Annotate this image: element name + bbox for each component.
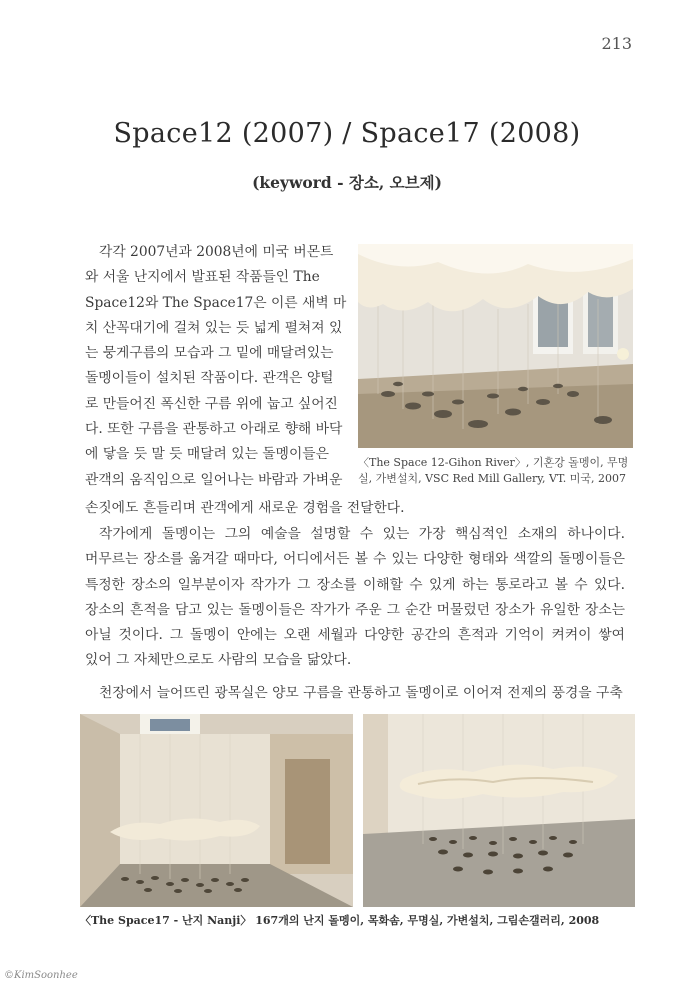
paragraph-1-line: 다. 또한 구름을 관통하고 아래로 향해 바닥 [85,421,343,438]
paragraph-1-line: 는 뭉게구름의 모습과 그 밑에 매달려있는 [85,345,334,362]
paragraph-1-line: Space12와 The Space17은 이른 새벽 마 [85,294,347,311]
caption-top: 〈The Space 12-Gihon River〉, 기혼강 돌멩이, 무명실, 가변설치, VSC Red Mill Gallery, VT. 미국, 2007 [358,456,629,485]
paragraph-1-line: 로 만들어진 폭신한 구름 위에 눕고 싶어진 [85,395,338,412]
paragraph-1-line: 관객의 움직임으로 일어나는 바람과 가벼운 [85,471,343,488]
paragraph-1-line: 와 서울 난지에서 발표된 작품들인 The [85,269,320,286]
page-title: Space12 (2007) / Space17 (2008) [113,118,581,149]
caption-bottom: 〈The Space17 - 난지 Nanji〉 167개의 난지 돌멩이, 목화솜, 무명실, 가변설치, 그림손갤러리, 2008 [80,914,600,927]
copyright-watermark: ©KimSoonhee [4,970,78,981]
installation-photo-space17-room [80,714,353,907]
paragraph-1-line: 에 닿을 듯 말 듯 매달려 있는 돌멩이들은 [85,446,329,463]
paragraph-2 [85,522,625,674]
paragraph-1-tail: 손짓에도 흔들리며 관객에게 새로운 경험을 전달한다. [85,500,405,516]
page-subtitle: (keyword - 장소, 오브제) [252,173,442,192]
paragraph-1-line: 치 산꼭대기에 걸쳐 있는 듯 넓게 펼쳐져 있 [85,319,343,336]
page-number: 213 [601,34,632,53]
paragraph-1-line: 각각 2007년과 2008년에 미국 버몬트 [99,244,334,260]
paragraph-1-line: 돌멩이들이 설치된 작품이다. 관객은 양털 [85,370,334,387]
paragraph-1 [85,240,351,493]
paragraph-3 [85,681,625,706]
paragraph-2-text: 작가에게 돌멩이는 그의 예술을 설명할 수 있는 가장 핵심적인 소재의 하나이다. 머무르는 장소를 옮겨갈 때마다, 어디에서든 볼 수 있는 다양한 형태와 색깔의 돌멩이들은 특정한 장소의 일부분이자 작가가 그 장소를 이해할 수 있게 하는 통로라고 볼 수 있다. 장소의 흔적을 담고 있는 돌멩이들은 작가가 주운 그 순간 머물렀던 장소가 유일한 장소는 아닐 것이다. 그 돌멩이 안에는 오랜 세월과 다양한 공간의 흔적과 기억이 켜켜이 쌓여 있어 그 자체만으로도 사람의 모습을 닮았다. [85,526,625,669]
installation-photo-space17-closeup [363,714,635,907]
paragraph-3-text: 천장에서 늘어뜨린 광목실은 양모 구름을 관통하고 돌멩이로 이어져 전제의 풍경을 구축 [99,685,623,701]
installation-photo-space12 [358,244,633,448]
